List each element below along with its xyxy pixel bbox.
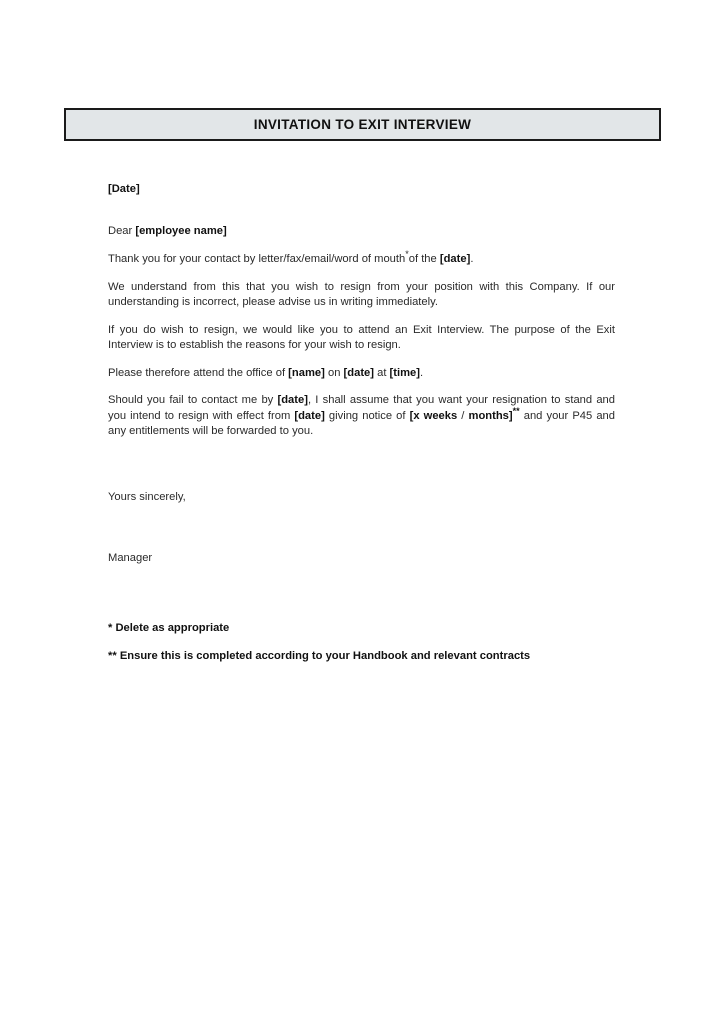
thanks-text-part1: Thank you for your contact by letter/fax/email/word of mouth bbox=[108, 253, 406, 265]
attend-text-part2: on bbox=[324, 366, 344, 379]
spacer-1 bbox=[108, 268, 615, 280]
spacer-2 bbox=[108, 311, 615, 323]
spacer-signature-block bbox=[108, 505, 615, 551]
notice-period-open: [x weeks bbox=[409, 409, 458, 422]
deadline-text-part4: and your P45 and any entitlements will be forwarded to you. bbox=[108, 409, 615, 437]
deadline-text-part3: giving notice of bbox=[324, 409, 410, 422]
paragraph-exit-interview: If you do wish to resign, we would like you to attend an Exit Interview. The purpose of the Exit Interview is to establish the reasons for your wish to resign. bbox=[108, 323, 615, 351]
double-asterisk-marker: ** bbox=[512, 405, 520, 416]
spacer-before-signoff bbox=[108, 440, 615, 490]
deadline-date-placeholder-1: [date] bbox=[277, 394, 308, 406]
footnote-single-asterisk: * Delete as appropriate bbox=[108, 621, 230, 634]
page-title: INVITATION TO EXIT INTERVIEW bbox=[253, 116, 472, 132]
attend-text-part1: Please therefore attend the office of bbox=[108, 366, 289, 379]
notice-period-close: months] bbox=[468, 409, 513, 422]
attend-text-part4: . bbox=[420, 366, 424, 379]
attend-date-placeholder: [date] bbox=[343, 366, 374, 379]
paragraph-understanding: We understand from this that you wish to resign from your position with this Company. If our understanding is incorrect, please advise us in writing immediately. bbox=[108, 280, 615, 308]
thanks-date-placeholder: [date] bbox=[439, 253, 471, 265]
deadline-text-part2: , I shall assume that you want your resignation to stand and you intend to resign with effect from bbox=[108, 394, 615, 422]
document-title-banner bbox=[64, 108, 661, 141]
paragraph-deadline bbox=[108, 393, 615, 440]
salutation-line bbox=[108, 224, 615, 240]
spacer-after-salutation bbox=[108, 239, 615, 252]
letter-body bbox=[108, 182, 615, 665]
notice-period-separator: / bbox=[457, 409, 469, 422]
spacer-before-footnotes bbox=[108, 567, 615, 621]
spacer-3 bbox=[108, 354, 615, 366]
spacer-4 bbox=[108, 381, 615, 393]
employee-name-placeholder: [employee name] bbox=[135, 224, 227, 237]
thanks-text-part2: of the bbox=[408, 253, 440, 265]
attend-time-placeholder: [time] bbox=[389, 366, 421, 379]
asterisk-marker: * bbox=[405, 249, 409, 259]
date-placeholder: [Date] bbox=[108, 183, 140, 195]
signatory-title: Manager bbox=[108, 552, 153, 564]
attend-name-placeholder: [name] bbox=[288, 366, 325, 379]
thanks-text-part3: . bbox=[470, 253, 474, 265]
spacer-after-date bbox=[108, 198, 615, 224]
sign-off: Yours sincerely, bbox=[108, 490, 186, 503]
footnote-double-asterisk: ** Ensure this is completed according to your Handbook and relevant contracts bbox=[108, 650, 531, 662]
paragraph-attend bbox=[108, 366, 615, 382]
letter-date-line bbox=[108, 182, 615, 198]
salutation-greeting: Dear bbox=[108, 224, 136, 237]
spacer-between-footnotes bbox=[108, 636, 615, 649]
attend-text-part3: at bbox=[374, 366, 390, 379]
paragraph-thanks bbox=[108, 249, 615, 268]
deadline-date-placeholder-2: [date] bbox=[294, 409, 325, 422]
deadline-text-part1: Should you fail to contact me by bbox=[108, 394, 278, 406]
